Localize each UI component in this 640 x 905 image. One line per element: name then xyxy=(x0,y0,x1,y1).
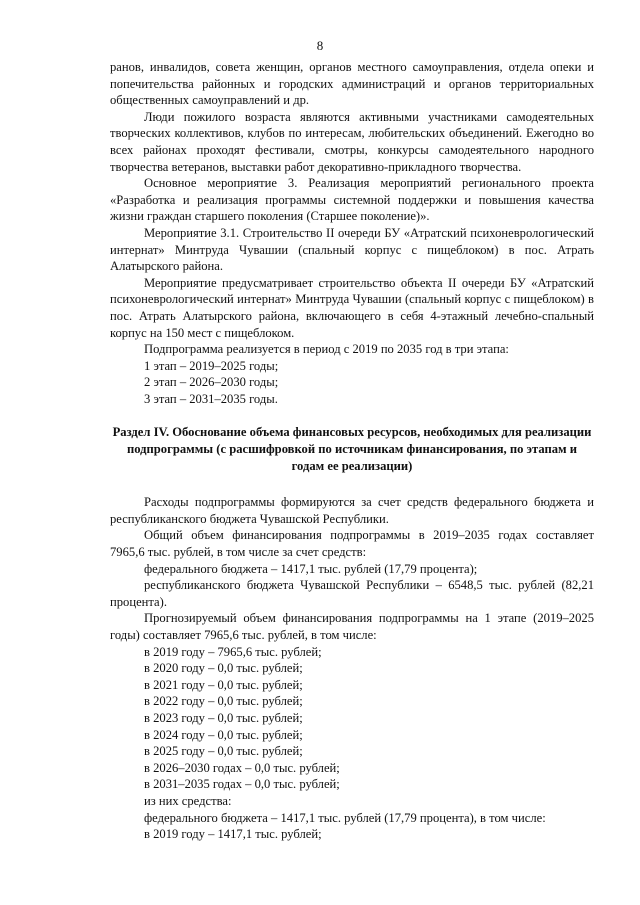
year-item: в 2021 году – 0,0 тыс. рублей; xyxy=(144,677,303,692)
year-item: в 2025 году – 0,0 тыс. рублей; xyxy=(144,744,303,759)
paragraph: Общий объем финансирования подпрограммы в 2019–2035 годах составляет 7965,6 тыс. рублей, в том числе за счет средств: xyxy=(110,528,594,560)
paragraph: Люди пожилого возраста являются активными участниками самодеятельных творческих коллективов, клубов по интересам, любительских объединений. Ежегодно во всех районах проходят фестивали, смотры, конкурсы самодеятельного народного творчества ветеранов, выставки работ декоративно-прикладного творчества. xyxy=(110,109,594,174)
stage-item: 1 этап – 2019–2025 годы; xyxy=(144,358,279,373)
section-heading: Раздел IV. Обоснование объема финансовых ресурсов, необходимых для реализации подпрограммы (с расшифровкой по источникам финансирования, по этапам и годам ее реализации) xyxy=(112,425,592,473)
of-which-label: из них средства: xyxy=(144,793,232,808)
year-item: в 2024 году – 0,0 тыс. рублей; xyxy=(144,727,303,742)
paragraph: Подпрограмма реализуется в период с 2019 по 2035 год в три этапа: xyxy=(144,342,509,357)
year-item: в 2026–2030 годах – 0,0 тыс. рублей; xyxy=(144,760,340,775)
paragraph: ранов, инвалидов, совета женщин, органов местного самоуправления, отдела опеки и попечительства районных и городских администраций и органов территориальных общественных самоуправлений и др. xyxy=(110,60,594,108)
paragraph: Основное мероприятие 3. Реализация мероприятий регионального проекта «Разработка и реализация программы системной поддержки и повышения качества жизни граждан старшего поколения (Старшее поколение)». xyxy=(110,176,594,224)
paragraph: Прогнозируемый объем финансирования подпрограммы на 1 этапе (2019–2025 годы) составляет 7965,6 тыс. рублей, в том числе: xyxy=(110,611,594,642)
year-item: в 2019 году – 1417,1 тыс. рублей; xyxy=(144,827,322,842)
year-item: в 2031–2035 годах – 0,0 тыс. рублей; xyxy=(144,777,340,792)
paragraph: Мероприятие 3.1. Строительство II очереди БУ «Атратский психоневрологический интернат» Минтруда Чувашии (спальный корпус с пищеблоком) в пос. Атрать Алатырского района. xyxy=(110,225,594,274)
year-item: в 2020 году – 0,0 тыс. рублей; xyxy=(144,661,303,676)
year-item: в 2019 году – 7965,6 тыс. рублей; xyxy=(144,644,322,659)
page-number: 8 xyxy=(316,38,324,53)
budget-line: федерального бюджета – 1417,1 тыс. рублей (17,79 процента), в том числе: xyxy=(144,810,546,825)
stage-item: 3 этап – 2031–2035 годы. xyxy=(144,391,278,406)
year-item: в 2023 году – 0,0 тыс. рублей; xyxy=(144,710,303,725)
budget-line: федерального бюджета – 1417,1 тыс. рублей (17,79 процента); xyxy=(144,561,478,576)
paragraph: Мероприятие предусматривает строительство объекта II очереди БУ «Атратский психоневрологический интернат» Минтруда Чувашии (спальный корпус с пищеблоком) в пос. Атрать Алатырского района, включающего в себя 4-этажный лечебно-спальный корпус на 150 мест с пищеблоком. xyxy=(110,275,594,340)
budget-line: республиканского бюджета Чувашской Республики – 6548,5 тыс. рублей (82,21 процента). xyxy=(110,578,594,609)
year-item: в 2022 году – 0,0 тыс. рублей; xyxy=(144,694,303,709)
paragraph: Расходы подпрограммы формируются за счет средств федерального бюджета и республиканского бюджета Чувашской Республики. xyxy=(110,495,594,526)
stage-item: 2 этап – 2026–2030 годы; xyxy=(144,375,279,390)
document-body xyxy=(110,59,594,843)
